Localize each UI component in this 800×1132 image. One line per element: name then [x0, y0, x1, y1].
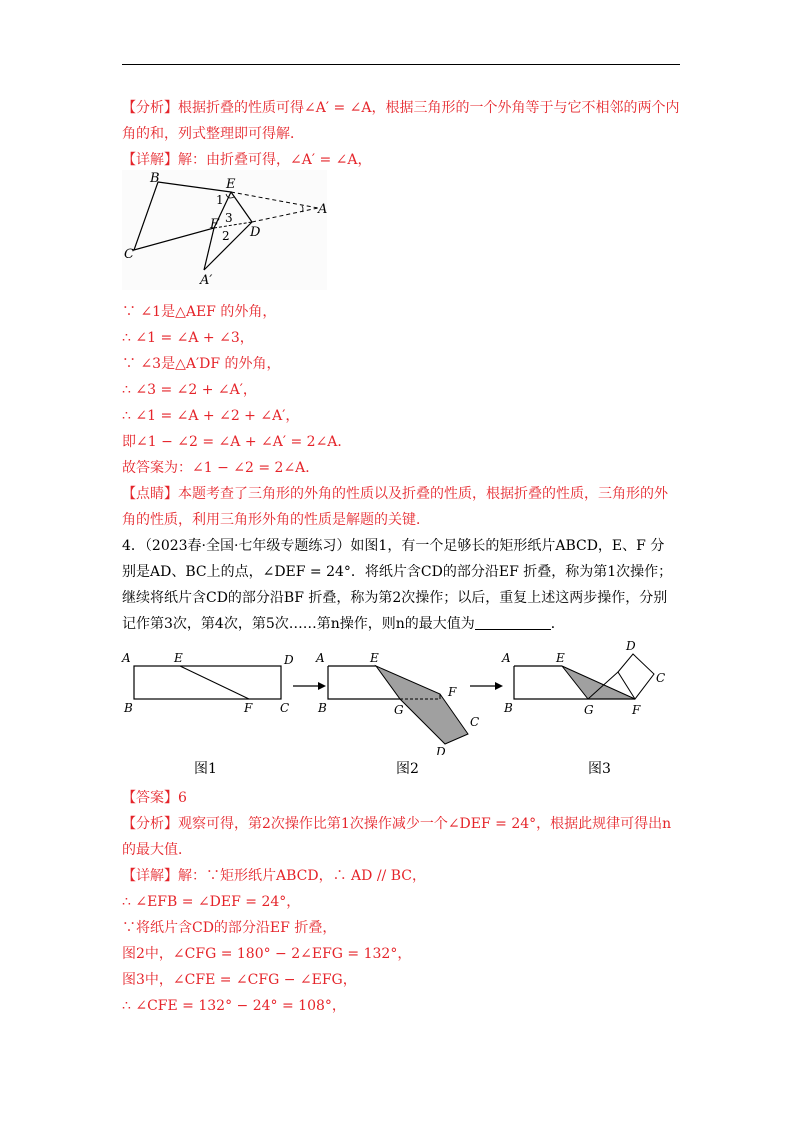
svg-text:A: A [122, 651, 131, 665]
step-line: 故答案为：∠1 − ∠2 = 2∠A． [122, 460, 320, 476]
step2-line: ∴ ∠EFB = ∠DEF = 24°， [122, 894, 301, 910]
svg-text:A: A [316, 651, 325, 665]
question-line: 4．（2023春·全国·七年级专题练习）如图1，有一个足够长的矩形纸片ABCD，E、F 分 [122, 538, 665, 554]
analysis-line-cont: 角的和，列式整理即可得解． [122, 126, 304, 142]
svg-text:F: F [632, 703, 641, 717]
label-d: D [250, 225, 261, 240]
svg-text:D: D [626, 640, 636, 653]
step-line: ∴ ∠1 = ∠A + ∠2 + ∠A′， [122, 408, 300, 424]
step-line: ∵ ∠3是△A′DF 的外角， [122, 356, 281, 372]
svg-text:D: D [436, 745, 446, 755]
comment-line: 【点睛】本题考查了三角形的外角的性质以及折叠的性质，根据折叠的性质，三角形的外 [122, 486, 668, 502]
svg-text:E: E [556, 651, 565, 665]
fig1-line-ef [180, 666, 249, 699]
header-rule [122, 64, 680, 65]
label-a-prime: A′ [200, 273, 213, 288]
svg-text:D: D [284, 653, 294, 667]
figure-fold-sequence [118, 640, 688, 755]
detail2-line: 【详解】解：∵矩形纸片ABCD，∴ AD // BC， [122, 868, 426, 884]
step-line: ∴ ∠3 = ∠2 + ∠A′， [122, 382, 257, 398]
svg-text:C: C [470, 715, 480, 729]
svg-text:C: C [280, 701, 290, 715]
label-e: E [226, 177, 236, 192]
caption-fig1: 图1 [194, 761, 217, 777]
step-line: ∵ ∠1是△AEF 的外角， [122, 304, 277, 320]
svg-text:B: B [318, 701, 327, 715]
svg-text:B: B [124, 701, 133, 715]
svg-text:C: C [656, 671, 666, 685]
analysis-line: 【分析】根据折叠的性质可得∠A′ = ∠A，根据三角形的一个外角等于与它不相邻的两个内 [122, 100, 680, 116]
detail-line: 【详解】解：由折叠可得，∠A′ = ∠A， [122, 152, 372, 168]
caption-fig2: 图2 [396, 761, 419, 777]
label-f: F [210, 217, 220, 232]
step2-line: ∵将纸片含CD的部分沿EF 折叠， [122, 920, 337, 936]
question-line: 别是AD、BC上的点，∠DEF = 24°．将纸片含CD的部分沿EF 折叠，称为第1次操作； [122, 564, 673, 580]
fig1-rect [134, 666, 281, 699]
answer-line: 【答案】6 [122, 790, 187, 806]
svg-text:F: F [448, 685, 457, 699]
caption-fig3: 图3 [588, 761, 611, 777]
svg-text:G: G [394, 703, 404, 717]
analysis2-line-cont: 的最大值． [122, 842, 192, 858]
comment-line-cont: 角的性质，利用三角形外角的性质是解题的关键． [122, 512, 430, 528]
analysis2-line: 【分析】观察可得，第2次操作比第1次操作减少一个∠DEF = 24°，根据此规律可得出n [122, 816, 672, 832]
step-line: ∴ ∠1 = ∠A + ∠3， [122, 330, 254, 346]
step-line: 即∠1 − ∠2 = ∠A + ∠A′ = 2∠A． [122, 434, 352, 450]
step2-line: ∴ ∠CFE = 132° − 24° = 108°， [122, 998, 346, 1014]
label-1: 1 [216, 193, 224, 207]
svg-text:B: B [504, 701, 513, 715]
svg-text:E: E [370, 651, 379, 665]
figure-fold-triangle [122, 170, 327, 290]
question-line: 继续将纸片含CD的部分沿BF 折叠，称为第2次操作；以后，重复上述这两步操作，分别 [122, 590, 668, 606]
label-2: 2 [222, 229, 230, 243]
fig2-folded-gray [376, 666, 468, 744]
svg-text:A: A [502, 651, 511, 665]
label-3: 3 [225, 211, 233, 225]
svg-text:E: E [174, 651, 183, 665]
fig3-square [618, 654, 654, 699]
label-c: C [124, 247, 134, 262]
step2-line: 图2中，∠CFG = 180° − 2∠EFG = 132°， [122, 946, 412, 962]
svg-text:G: G [584, 703, 594, 717]
svg-text:F: F [244, 701, 253, 715]
label-a: A [318, 202, 327, 217]
answer-blank [475, 615, 551, 630]
label-b: B [150, 171, 160, 186]
question-line-blank: 记作第3次，第4次，第5次……第n操作，则n的最大值为 ． [122, 616, 565, 632]
step2-line: 图3中，∠CFE = ∠CFG − ∠EFG， [122, 972, 357, 988]
